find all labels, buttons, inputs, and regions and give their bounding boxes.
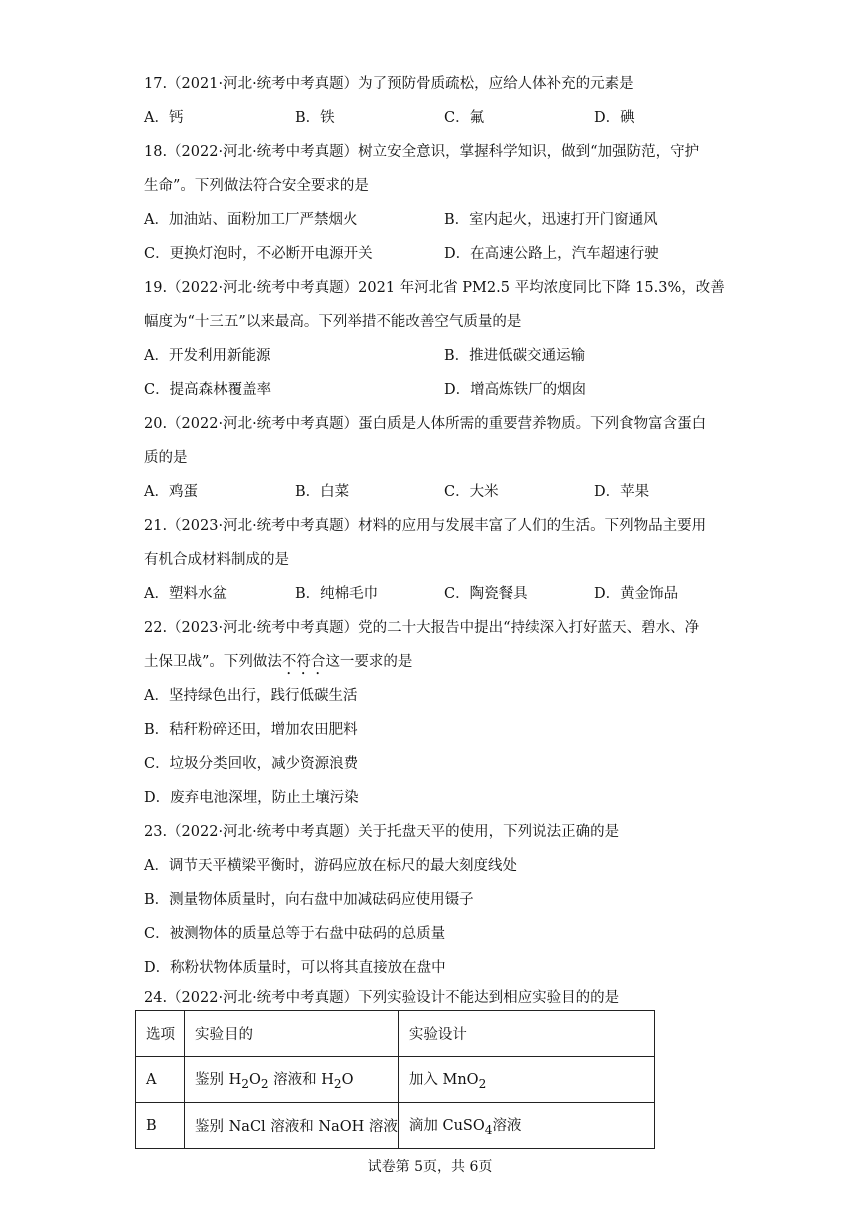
q22-stem-line1: 22.（2023·河北·统考中考真题）党的二十大报告中提出“持续深入打好蓝天、碧水、净: [144, 620, 700, 636]
q19-stem-line2: 幅度为“十三五”以来最高。下列举措不能改善空气质量的是: [144, 314, 522, 330]
q23-option-d: D．称粉状物体质量时，可以将其直接放在盘中: [144, 960, 446, 976]
q20-option-c: C．大米: [444, 484, 499, 500]
goal-text: O: [248, 1072, 261, 1089]
q21-option-a: A．塑料水盆: [144, 586, 227, 602]
q18-option-a: A．加油站、面粉加工厂严禁烟火: [144, 212, 358, 228]
q19-option-c: C．提高森林覆盖率: [144, 382, 272, 398]
q23-option-a: A．调节天平横梁平衡时，游码应放在标尺的最大刻度线处: [144, 858, 517, 874]
q17-option-b: B．铁: [295, 110, 335, 126]
q20-option-b: B．白菜: [295, 484, 350, 500]
q18-option-b: B．室内起火，迅速打开门窗通风: [444, 212, 658, 228]
q24-table: [135, 1010, 655, 1149]
q23-option-c: C．被测物体的质量总等于右盘中砝码的总质量: [144, 926, 446, 942]
q20-option-a: A．鸡蛋: [144, 484, 198, 500]
q23-stem: 23.（2022·河北·统考中考真题）关于托盘天平的使用，下列说法正确的是: [144, 824, 620, 840]
subscript: 4: [484, 1122, 493, 1137]
page-footer: 试卷第 5页，共 6页: [367, 1159, 493, 1175]
header-design: 实验设计: [398, 1011, 654, 1057]
q22-option-c: C．垃圾分类回收，减少资源浪费: [144, 756, 359, 772]
q17-stem: 17.（2021·河北·统考中考真题）为了预防骨质疏松，应给人体补充的元素是: [144, 76, 634, 92]
q21-option-b: B．纯棉毛巾: [295, 586, 379, 602]
row-a-design: [398, 1057, 654, 1103]
table-header-row: [136, 1011, 655, 1057]
q23-option-b: B．测量物体质量时，向右盘中加减砝码应使用镊子: [144, 892, 474, 908]
q18-stem-line1: 18.（2022·河北·统考中考真题）树立安全意识，掌握科学知识，做到“加强防范，守护: [144, 144, 700, 160]
q20-stem-line1: 20.（2022·河北·统考中考真题）蛋白质是人体所需的重要营养物质。下列食物富含蛋白: [144, 416, 707, 432]
subscript: 2: [241, 1076, 249, 1091]
q19-stem-line1: 19.（2022·河北·统考中考真题）2021 年河北省 PM2.5 平均浓度同比下降 15.3%，改善: [144, 280, 725, 296]
goal-text: O: [341, 1072, 354, 1089]
q22-stem-line2: [144, 652, 412, 678]
table-row: [136, 1103, 655, 1149]
q22-option-b: B．秸秆粉碎还田，增加农田肥料: [144, 722, 358, 738]
q18-option-d: D．在高速公路上，汽车超速行驶: [444, 246, 659, 262]
design-text: 加入 MnO: [408, 1072, 479, 1089]
q18-stem-line2: 生命”。下列做法符合安全要求的是: [144, 178, 369, 194]
q24-stem: 24.（2022·河北·统考中考真题）下列实验设计不能达到相应实验目的的是: [144, 990, 620, 1006]
design-text: 滴加 CuSO: [408, 1118, 485, 1135]
goal-text: 溶液和 H: [268, 1072, 334, 1089]
row-b-goal: 鉴别 NaCl 溶液和 NaOH 溶液: [185, 1103, 399, 1149]
goal-text: 鉴别 H: [195, 1072, 242, 1089]
q21-stem-line1: 21.（2023·河北·统考中考真题）材料的应用与发展丰富了人们的生活。下列物品主要用: [144, 518, 707, 534]
q17-option-d: D．碘: [594, 110, 635, 126]
table-row: [136, 1057, 655, 1103]
subscript: 2: [260, 1076, 269, 1091]
q22-option-d: D．废弃电池深埋，防止土壤污染: [144, 790, 359, 806]
q22-emphasis-not-conform: 不符合: [281, 654, 326, 670]
q22-stem-part1: 土保卫战”。下列做法: [144, 654, 282, 670]
q17-option-a: A．钙: [144, 110, 184, 126]
subscript: 2: [478, 1076, 487, 1091]
design-text: 溶液: [492, 1118, 522, 1135]
q21-option-d: D．黄金饰品: [594, 586, 679, 602]
q19-option-b: B．推进低碳交通运输: [444, 348, 586, 364]
q21-stem-line2: 有机合成材料制成的是: [144, 552, 289, 568]
row-a-option: A: [136, 1057, 185, 1103]
header-option: 选项: [136, 1011, 185, 1057]
q22-option-a: A．坚持绿色出行，践行低碳生活: [144, 688, 358, 704]
q21-option-c: C．陶瓷餐具: [444, 586, 528, 602]
q19-option-d: D．增高炼铁厂的烟囱: [444, 382, 587, 398]
header-goal: 实验目的: [185, 1011, 399, 1057]
row-b-design: [398, 1103, 654, 1149]
q19-option-a: A．开发利用新能源: [144, 348, 271, 364]
q20-stem-line2: 质的是: [144, 450, 188, 466]
subscript: 2: [333, 1076, 342, 1091]
q17-option-c: C．氟: [444, 110, 485, 126]
q22-stem-part3: 这一要求的是: [325, 654, 413, 670]
q20-option-d: D．苹果: [594, 484, 650, 500]
q18-option-c: C．更换灯泡时，不必断开电源开关: [144, 246, 373, 262]
row-b-option: B: [136, 1103, 185, 1149]
row-a-goal: [185, 1057, 399, 1103]
